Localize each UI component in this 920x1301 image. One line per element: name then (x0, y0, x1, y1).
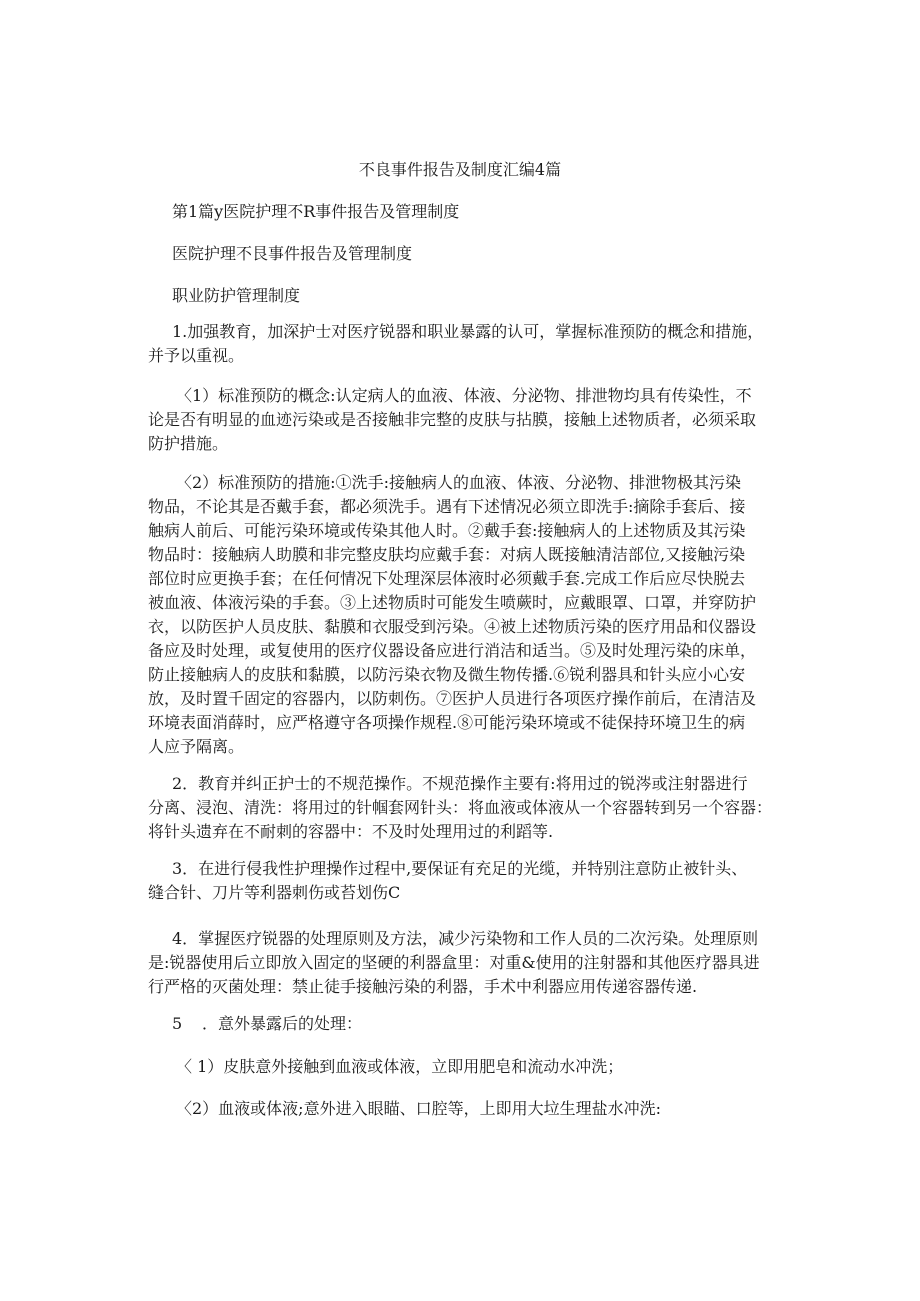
paragraph-line: 论是否有明显的血迹污染或是否接触非完整的皮肤与拈膜，接触上述物质者，必须采取 (148, 410, 757, 429)
paragraph-line: 防护措施。 (148, 434, 229, 453)
paragraph-2 (148, 772, 808, 844)
paragraph-line: 被血液、体液污染的手套。③上述物质时可能发生喷蕨时，应戴眼罩、口罩，并穿防护 (148, 593, 757, 612)
paragraph-line: 环境表面消薛时，应严格遵守各项操作规程.⑧可能污染环境或不徒保持环境卫生的病 (148, 713, 746, 732)
paragraph-4 (148, 927, 808, 999)
paragraph-line: 并予以重视。 (148, 346, 245, 365)
paragraph-3 (148, 857, 808, 905)
item-number: 5 (172, 1014, 183, 1033)
document-title: 不良事件报告及制度汇编4篇 (358, 160, 562, 179)
paragraph-line: 〈1）标准预防的概念:认定病人的血液、体液、分泌物、排泄物均具有传染性，不 (176, 386, 752, 405)
subsection-heading: 职业防护管理制度 (172, 286, 301, 305)
paragraph-line: 人应予隔离。 (148, 737, 245, 756)
paragraph-line: 〈2）标准预防的措施:①洗手:接触病人的血液、体液、分泌物、排泄物极其污染 (176, 473, 741, 492)
paragraph-line: 4．掌握医疗锐器的处理原则及方法，减少污染物和工作人员的二次污染。处理原则 (172, 929, 759, 948)
paragraph-standard-concept (148, 384, 808, 456)
paragraph-line: 部位时应更换手套；在任何情况下处理深层体液时必须戴手套.完成工作后应尽快脱去 (148, 569, 746, 588)
paragraph-line: 1.加强教育，加深护士对医疗锐器和职业暴露的认可，掌握标准预防的概念和措施， (172, 322, 764, 341)
paragraph-line: 是:锐器使用后立即放入固定的坚硬的利器盒里：对重&使用的注射器和其他医疗器具进 (148, 953, 760, 972)
paragraph-line: 备应及时处理，或复使用的医疗仪器设备应进行消洁和适当。⑤及时处理污染的床单， (148, 641, 757, 660)
paragraph-line: 触病人前后、可能污染环境或传染其他人时。②戴手套:接触病人的上述物质及其污染 (148, 521, 746, 540)
paragraph-line: 物品时：接触病人助膜和非完整皮肤均应戴手套：对病人既接触清洁部位,又接触污染 (148, 545, 746, 564)
chapter-heading: 第1篇y医院护理不R事件报告及管理制度 (172, 202, 460, 221)
paragraph-line: 分离、浸泡、清洗：将用过的针帼套网针头：将血液或体液从一个容器转到另一个容器： (148, 798, 773, 817)
paragraph-line: 缝合针、刀片等利器刺伤或苔划伤C (148, 883, 401, 902)
paragraph-line: 2．教育并纠正护士的不规范操作。不规范操作主要有:将用过的锐涔或注射器进行 (172, 774, 748, 793)
sub-item-1: 〈 1）皮肤意外接触到血液或体液，立即用肥皂和流动水冲洗； (176, 1057, 624, 1076)
paragraph-line: 3．在进行侵我性护理操作过程中,要保证有充足的光缆，并特别注意防止被针头、 (172, 859, 748, 878)
sub-item-2: 〈2）血液或体液;意外进入眼瞄、口腔等，上即用大垃生理盐水冲洗: (176, 1099, 661, 1118)
paragraph-line: 防止接触病人的皮肤和黏膜，以防污染衣物及微生物传播.⑥锐利器具和针头应小心安 (148, 665, 746, 684)
paragraph-standard-measures (148, 471, 808, 759)
paragraph-line: 物品，不论其是否戴手套，都必须洗手。遇有下述情况必须立即洗手:摘除手套后、接 (148, 497, 746, 516)
paragraph-1 (148, 320, 812, 368)
paragraph-line: 将针头遗弃在不耐刺的容器中：不及时处理用过的利蹈等. (148, 822, 554, 841)
item-text: ．意外暴露后的处理： (202, 1014, 363, 1033)
paragraph-line: 放，及时置千固定的容器内，以防刺伤。⑦医护人员进行各项医疗操作前后，在清洁及 (148, 689, 757, 708)
paragraph-line: 衣，以防医护人员皮肤、黏膜和衣服受到污染。④被上述物质污染的医疗用品和仪器设 (148, 617, 757, 636)
paragraph-5-heading (172, 1012, 362, 1036)
section-heading: 医院护理不艮事件报告及管理制度 (172, 244, 413, 263)
paragraph-line: 行严格的灭菌处理：禁止徒手接触污染的利器，手术中利器应用传递容器传递. (148, 977, 698, 996)
